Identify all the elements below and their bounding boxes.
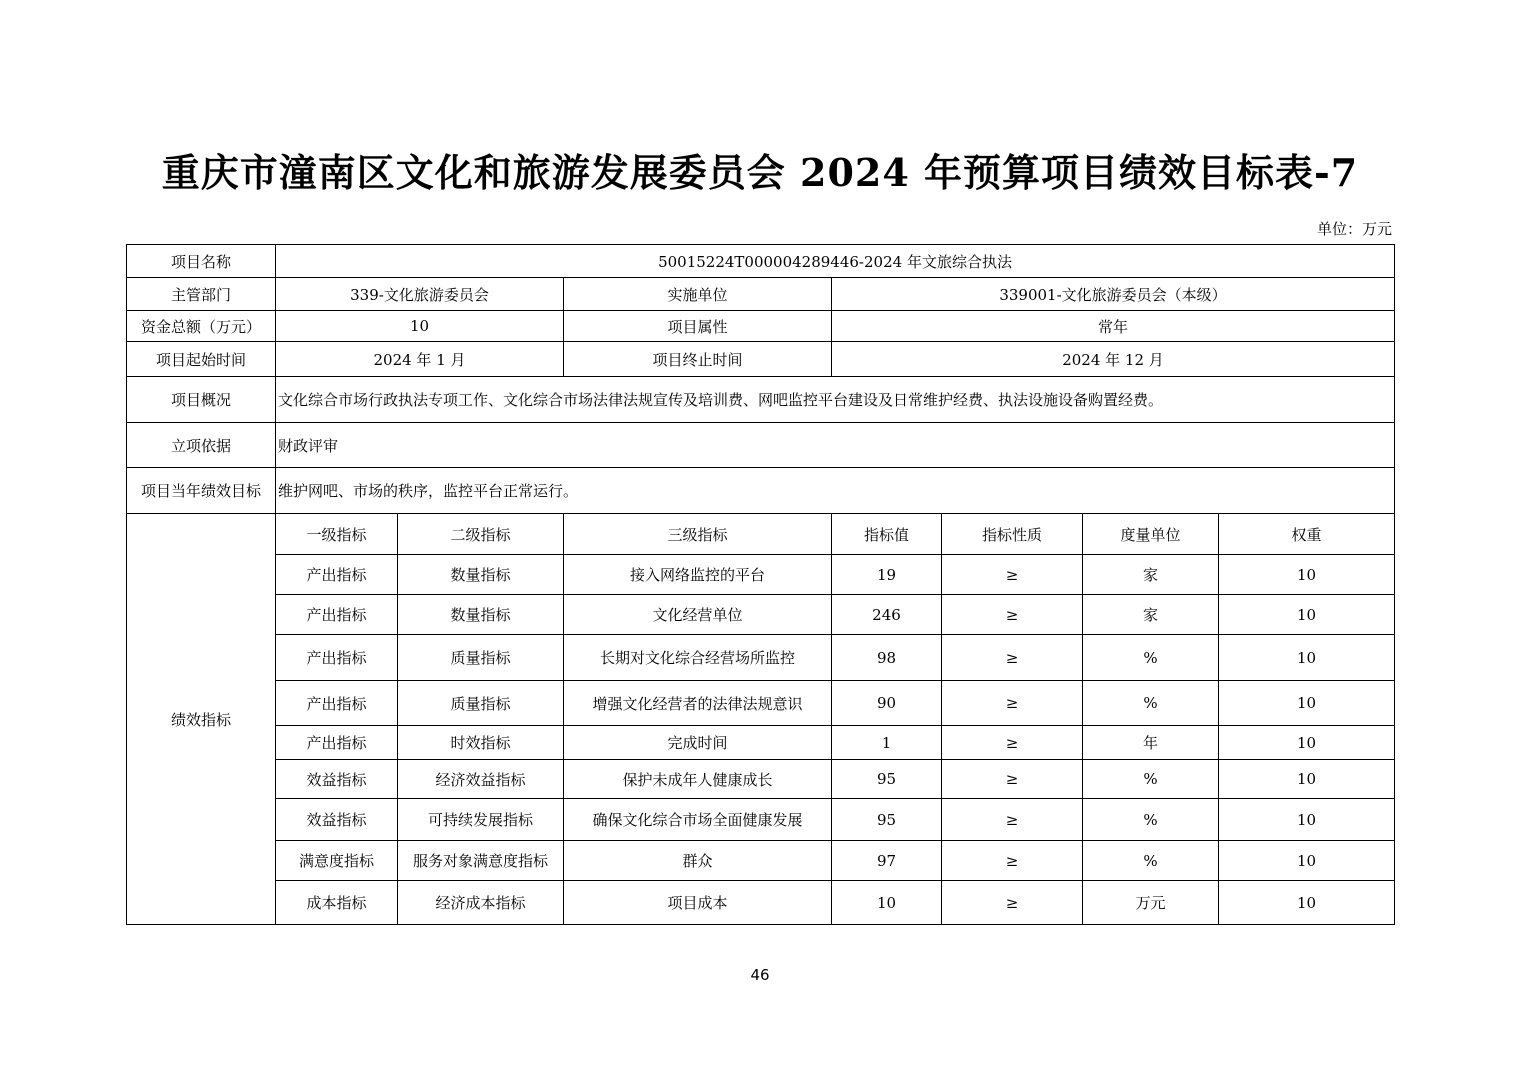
table-cell: ≥ <box>942 841 1083 881</box>
fund-value: 10 <box>276 311 564 342</box>
table-cell: 可持续发展指标 <box>398 799 564 841</box>
table-cell: 产出指标 <box>276 595 398 635</box>
table-cell: 群众 <box>564 841 832 881</box>
table-cell: 质量指标 <box>398 635 564 681</box>
table-cell: ≥ <box>942 681 1083 726</box>
table-row <box>127 245 1395 278</box>
table-cell: 98 <box>832 635 942 681</box>
table-cell: 10 <box>1219 726 1395 760</box>
table-cell: 成本指标 <box>276 881 398 925</box>
performance-table <box>126 244 1395 925</box>
basis-label: 立项依据 <box>127 423 276 468</box>
table-cell: 10 <box>1219 841 1395 881</box>
table-cell: 10 <box>1219 555 1395 595</box>
table-row <box>127 311 1395 342</box>
table-cell: 产出指标 <box>276 555 398 595</box>
table-cell: 效益指标 <box>276 760 398 799</box>
table-row <box>127 799 1395 841</box>
table-cell: 95 <box>832 799 942 841</box>
header-cell: 度量单位 <box>1083 514 1219 555</box>
table-row <box>127 841 1395 881</box>
header-cell: 二级指标 <box>398 514 564 555</box>
page-number: 46 <box>750 966 770 984</box>
table-row <box>127 760 1395 799</box>
table-cell: 项目成本 <box>564 881 832 925</box>
table-row <box>127 681 1395 726</box>
table-cell: ≥ <box>942 799 1083 841</box>
header-cell: 指标性质 <box>942 514 1083 555</box>
table-row <box>127 342 1395 377</box>
table-cell: 年 <box>1083 726 1219 760</box>
table-cell: 保护未成年人健康成长 <box>564 760 832 799</box>
table-row <box>127 423 1395 468</box>
overview-label: 项目概况 <box>127 377 276 423</box>
table-cell: 效益指标 <box>276 799 398 841</box>
table-cell: 完成时间 <box>564 726 832 760</box>
table-row <box>127 635 1395 681</box>
attr-value: 常年 <box>832 311 1395 342</box>
table-cell: 万元 <box>1083 881 1219 925</box>
fund-label: 资金总额（万元） <box>127 311 276 342</box>
table-cell: 时效指标 <box>398 726 564 760</box>
table-cell: 家 <box>1083 595 1219 635</box>
table-cell: ≥ <box>942 726 1083 760</box>
table-cell: 家 <box>1083 555 1219 595</box>
table-cell: 1 <box>832 726 942 760</box>
table-cell: ≥ <box>942 555 1083 595</box>
goal-value: 维护网吧、市场的秩序，监控平台正常运行。 <box>276 468 1395 514</box>
impl-value: 339001-文化旅游委员会（本级） <box>832 278 1395 311</box>
table-cell: 文化经营单位 <box>564 595 832 635</box>
table-cell: 满意度指标 <box>276 841 398 881</box>
table-cell: 10 <box>1219 681 1395 726</box>
table-cell: 数量指标 <box>398 595 564 635</box>
table-cell: % <box>1083 799 1219 841</box>
table-cell: 服务对象满意度指标 <box>398 841 564 881</box>
table-cell: 246 <box>832 595 942 635</box>
attr-label: 项目属性 <box>564 311 832 342</box>
dept-value: 339-文化旅游委员会 <box>276 278 564 311</box>
impl-label: 实施单位 <box>564 278 832 311</box>
goal-label: 项目当年绩效目标 <box>127 468 276 514</box>
start-value: 2024 年 1 月 <box>276 342 564 377</box>
table-cell: 10 <box>1219 799 1395 841</box>
project-name-label: 项目名称 <box>127 245 276 278</box>
table-cell: % <box>1083 760 1219 799</box>
dept-label: 主管部门 <box>127 278 276 311</box>
table-cell: 19 <box>832 555 942 595</box>
table-cell: ≥ <box>942 881 1083 925</box>
table-cell: 10 <box>1219 635 1395 681</box>
table-cell: 经济效益指标 <box>398 760 564 799</box>
page-title: 重庆市潼南区文化和旅游发展委员会 2024 年预算项目绩效目标表-7 <box>161 150 1359 195</box>
table-cell: 产出指标 <box>276 635 398 681</box>
table-row <box>127 881 1395 925</box>
table-cell: 10 <box>832 881 942 925</box>
overview-value: 文化综合市场行政执法专项工作、文化综合市场法律法规宣传及培训费、网吧监控平台建设及日常维护经费、执法设施设备购置经费。 <box>276 377 1395 423</box>
table-cell: 产出指标 <box>276 726 398 760</box>
basis-value: 财政评审 <box>276 423 1395 468</box>
table-row <box>127 377 1395 423</box>
header-cell: 一级指标 <box>276 514 398 555</box>
table-cell: 97 <box>832 841 942 881</box>
header-cell: 指标值 <box>832 514 942 555</box>
project-name-value: 50015224T000004289446-2024 年文旅综合执法 <box>276 245 1395 278</box>
table-cell: 产出指标 <box>276 681 398 726</box>
table-row <box>127 278 1395 311</box>
header-cell: 三级指标 <box>564 514 832 555</box>
perf-header-row <box>127 514 1395 555</box>
table-row <box>127 595 1395 635</box>
table-cell: 90 <box>832 681 942 726</box>
table-cell: ≥ <box>942 635 1083 681</box>
table-cell: ≥ <box>942 595 1083 635</box>
perf-section-label: 绩效指标 <box>127 514 276 925</box>
table-cell: ≥ <box>942 760 1083 799</box>
table-row <box>127 726 1395 760</box>
table-cell: 数量指标 <box>398 555 564 595</box>
table-cell: 长期对文化综合经营场所监控 <box>564 635 832 681</box>
table-row <box>127 468 1395 514</box>
table-cell: 95 <box>832 760 942 799</box>
start-label: 项目起始时间 <box>127 342 276 377</box>
table-cell: 10 <box>1219 760 1395 799</box>
table-cell: % <box>1083 635 1219 681</box>
table-cell: 增强文化经营者的法律法规意识 <box>564 681 832 726</box>
table-cell: 10 <box>1219 881 1395 925</box>
table-cell: % <box>1083 841 1219 881</box>
table-cell: 确保文化综合市场全面健康发展 <box>564 799 832 841</box>
end-label: 项目终止时间 <box>564 342 832 377</box>
end-value: 2024 年 12 月 <box>832 342 1395 377</box>
table-cell: 经济成本指标 <box>398 881 564 925</box>
table-row <box>127 555 1395 595</box>
header-cell: 权重 <box>1219 514 1395 555</box>
table-cell: 质量指标 <box>398 681 564 726</box>
table-cell: 10 <box>1219 595 1395 635</box>
unit-label: 单位：万元 <box>1316 220 1392 238</box>
table-cell: 接入网络监控的平台 <box>564 555 832 595</box>
table-cell: % <box>1083 681 1219 726</box>
